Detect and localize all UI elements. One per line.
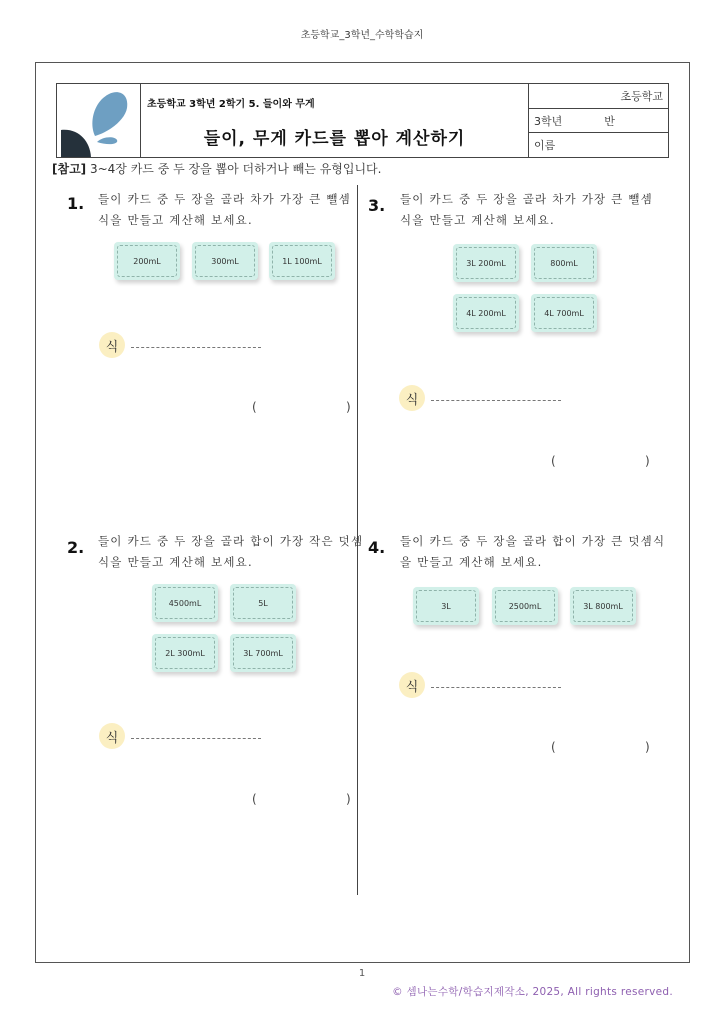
class-label: 반 [604,114,615,128]
note-text: 3~4장 카드 중 두 장을 뽑아 더하거나 빼는 유형입니다. [86,162,382,176]
answer-paren-open: ( [252,792,257,806]
card-value: 5L [258,598,268,608]
problem-text-line: 들이 카드 중 두 장을 골라 합이 가장 작은 덧셈 [98,534,364,548]
card-value: 3L 700mL [243,648,283,658]
title-table [56,83,669,158]
expression-answer-line[interactable] [431,400,561,401]
capacity-card [492,587,558,625]
water-drop-logo-icon [57,84,141,157]
capacity-card [230,634,296,672]
capacity-card [570,587,636,625]
card-value: 2L 300mL [165,648,205,658]
capacity-card [413,587,479,625]
grade-class-field [529,109,668,134]
expression-label: 식 [399,672,425,698]
answer-paren-open: ( [551,740,556,754]
card-value: 3L 800mL [583,601,623,611]
unit-subtitle: 초등학교 3학년 2학기 5. 들이와 무게 [147,99,315,110]
problem-number: 1. [67,194,85,213]
problem-number: 4. [368,538,386,557]
problem-text [98,189,351,231]
card-value: 800mL [550,258,578,268]
capacity-card [114,242,180,280]
page-header-title: 초등학교_3학년_수학학습지 [300,30,424,41]
problem-text-line: 식을 만들고 계산해 보세요. [98,213,253,227]
problem-text [98,531,363,573]
expression-label: 식 [399,385,425,411]
note-tag: [참고] [52,162,87,176]
expression-answer-line[interactable] [131,738,261,739]
expression-answer-line[interactable] [431,687,561,688]
name-label: 이름 [534,139,556,153]
school-field [529,84,668,109]
problem-number: 2. [67,538,85,557]
card-value: 4500mL [168,598,202,608]
answer-paren-open: ( [551,454,556,468]
capacity-card [531,244,597,282]
problem-text [400,531,665,573]
answer-paren-open: ( [252,400,257,414]
worksheet-title: 들이, 무게 카드를 뽑아 계산하기 [203,129,466,149]
card-value: 300mL [211,256,239,266]
title-cell [141,84,529,157]
capacity-card [453,294,519,332]
capacity-card [152,634,218,672]
page-number: 1 [358,968,366,979]
card-value: 4L 200mL [466,308,506,318]
capacity-card [453,244,519,282]
card-value: 3L [441,601,451,611]
capacity-card [531,294,597,332]
expression-answer-line[interactable] [131,347,261,348]
capacity-card [152,584,218,622]
name-field [529,133,668,157]
student-info [529,84,668,157]
card-value: 3L 200mL [466,258,506,268]
answer-paren-close: ) [645,740,650,754]
capacity-card [269,242,335,280]
answer-paren-close: ) [346,792,351,806]
logo-cell [57,84,141,157]
problem-text-line: 들이 카드 중 두 장을 골라 차가 가장 큰 뺄셈 [98,192,351,206]
copyright-notice: © 셈나는수학/학습지제작소, 2025, All rights reserved. [392,986,673,998]
problem-text [400,189,653,231]
reference-note [52,160,381,177]
answer-paren-close: ) [645,454,650,468]
card-value: 2500mL [508,601,542,611]
card-value: 4L 700mL [544,308,584,318]
problem-text-line: 들이 카드 중 두 장을 골라 차가 가장 큰 뺄셈 [400,192,653,206]
expression-label: 식 [99,723,125,749]
school-label: 초등학교 [620,89,663,103]
capacity-card [230,584,296,622]
capacity-card [192,242,258,280]
expression-label: 식 [99,332,125,358]
grade-label: 3학년 [534,114,563,128]
problem-text-line: 들이 카드 중 두 장을 골라 합이 가장 큰 덧셈식 [400,534,666,548]
problem-text-line: 을 만들고 계산해 보세요. [400,555,543,569]
problem-text-line: 식을 만들고 계산해 보세요. [400,213,555,227]
card-value: 200mL [133,256,161,266]
problem-number: 3. [368,196,386,215]
card-value: 1L 100mL [282,256,322,266]
answer-paren-close: ) [346,400,351,414]
problem-text-line: 식을 만들고 계산해 보세요. [98,555,253,569]
